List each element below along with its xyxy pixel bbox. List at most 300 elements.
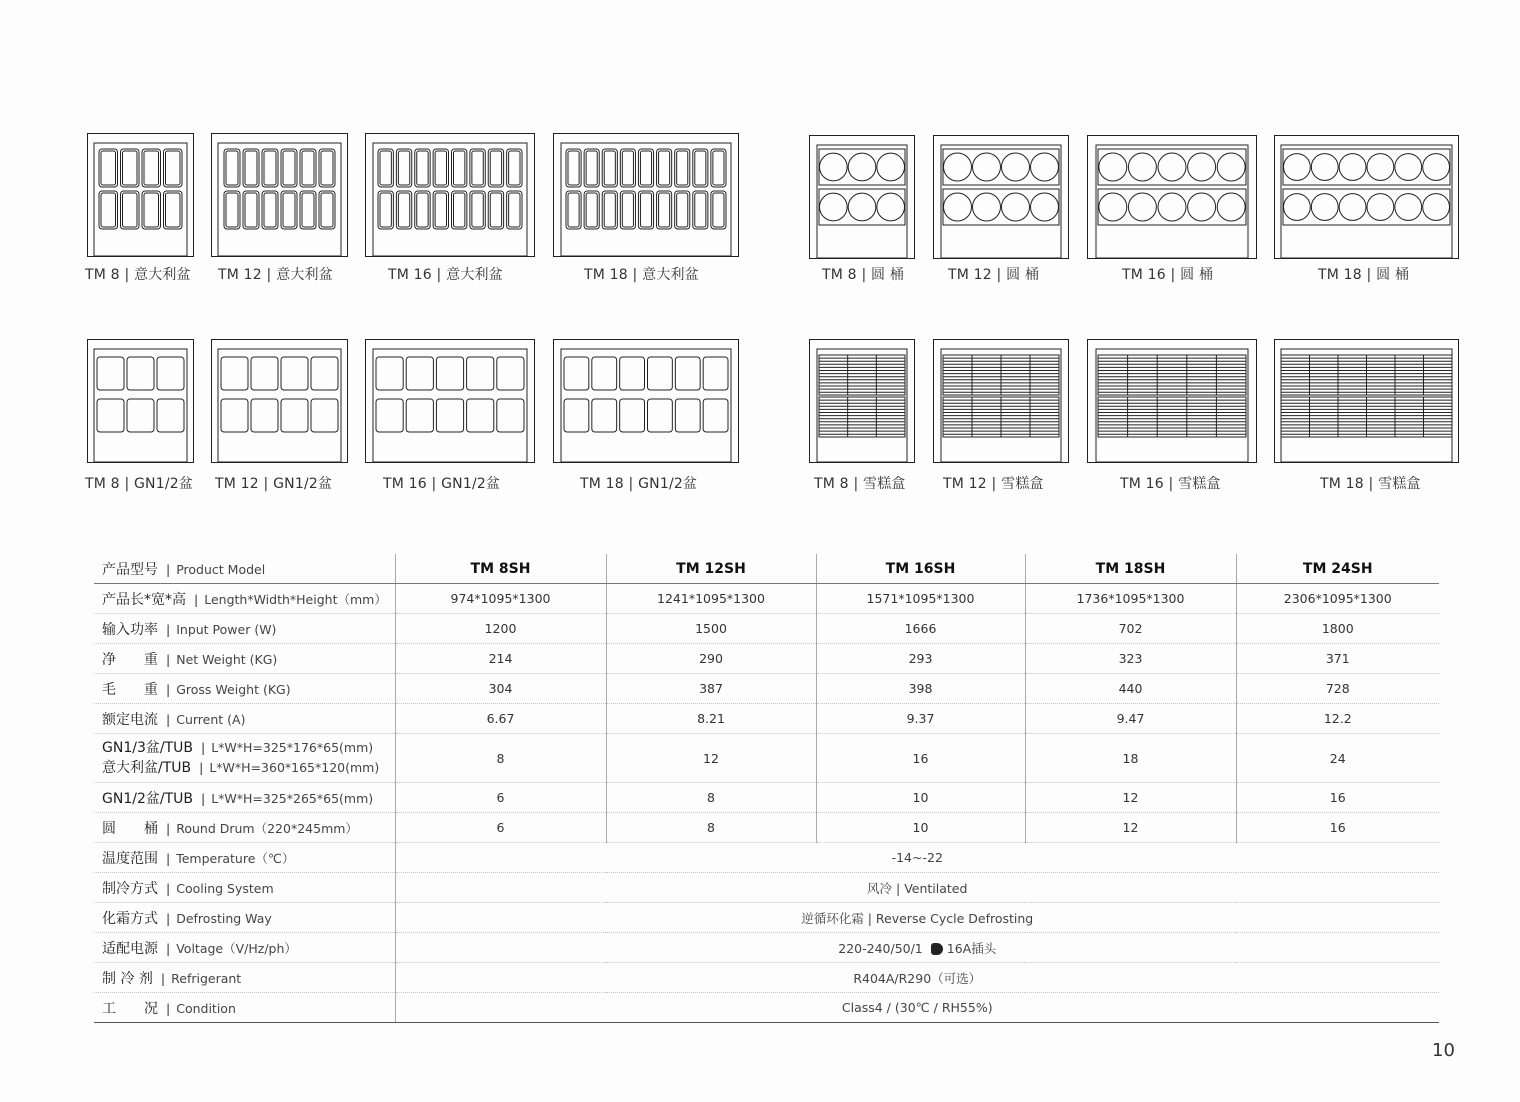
model-name: TM 12SH <box>606 554 816 584</box>
gn-pan-outline <box>127 357 154 390</box>
table-cell: 风冷 | Ventilated <box>395 873 1439 903</box>
table-row <box>94 614 1439 644</box>
pan-inner <box>490 193 501 227</box>
table-cell: 8.21 <box>606 704 816 734</box>
diagram-drawing <box>933 339 1069 463</box>
gn-pan-outline <box>497 399 524 432</box>
pan-inner <box>586 151 597 185</box>
drum-circle <box>1031 193 1059 221</box>
drum-circle <box>1188 193 1216 221</box>
label-cn: 意大利盆/TUB <box>102 760 192 776</box>
gn-pan-outline <box>436 399 463 432</box>
pan-inner <box>677 193 688 227</box>
table-cell: 8 <box>395 734 606 783</box>
pan-inner <box>101 151 116 185</box>
pan-inner <box>264 193 276 227</box>
label-cn: 额定电流 <box>102 711 158 728</box>
drum-circle <box>1395 154 1422 181</box>
pan-inner <box>509 193 520 227</box>
table-cell: 214 <box>395 644 606 674</box>
gn-pan-outline <box>497 357 524 390</box>
caption-tm18-drum: TM 18 | 圆 桶 <box>1318 267 1410 283</box>
pan-inner <box>472 151 483 185</box>
gn-pan-outline <box>221 357 248 390</box>
label-separator: | <box>166 910 171 926</box>
label-en: Net Weight (KG) <box>176 651 278 667</box>
drum-circle <box>1311 154 1338 181</box>
pan-inner <box>283 193 295 227</box>
drum-frame <box>1098 189 1246 225</box>
drum-circle <box>1395 194 1422 221</box>
pan-outline <box>142 149 161 187</box>
table-cell: 974*1095*1300 <box>395 584 606 614</box>
page-number: 10 <box>1432 1040 1455 1061</box>
caption-tm8-italian: TM 8 | 意大利盆 <box>85 267 191 283</box>
pan-inner <box>454 151 465 185</box>
model-name: TM 8SH <box>395 554 606 584</box>
gn-pan-outline <box>157 399 184 432</box>
table-cell: 1200 <box>395 614 606 644</box>
pan-outline <box>164 191 183 229</box>
table-cell: 1666 <box>816 614 1025 644</box>
table-cell <box>395 933 1439 963</box>
diagram-tm16-gn12 <box>365 339 535 463</box>
diagram-drawing <box>809 135 915 259</box>
table-row <box>94 584 1439 614</box>
table-cell: 293 <box>816 644 1025 674</box>
pan-inner <box>454 193 465 227</box>
label-separator: | <box>166 681 171 697</box>
label-cn: 产品型号 <box>102 561 158 578</box>
caption-tm8-gn12: TM 8 | GN1/2盆 <box>85 476 194 492</box>
gn-pan-outline <box>251 357 278 390</box>
diagram-drawing <box>553 133 739 257</box>
diagram-drawing <box>87 339 194 463</box>
pan-inner <box>435 193 446 227</box>
table-cell: R404A/R290（可选） <box>395 963 1439 993</box>
caption-tm18-icecream: TM 18 | 雪糕盒 <box>1320 476 1421 492</box>
table-cell: 10 <box>816 813 1025 843</box>
caption-tm12-gn12: TM 12 | GN1/2盆 <box>215 476 333 492</box>
diagram-drawing <box>809 339 915 463</box>
label-separator: | <box>166 880 171 896</box>
pan-inner <box>640 151 651 185</box>
gn-pan-outline <box>157 357 184 390</box>
drum-circle <box>944 193 972 221</box>
label-en: Length*Width*Height（mm） <box>204 591 387 607</box>
gn-pan-outline <box>97 357 124 390</box>
caption-tm12-icecream: TM 12 | 雪糕盒 <box>943 476 1044 492</box>
row-label <box>94 644 395 674</box>
gn-pan-outline <box>97 399 124 432</box>
pan-inner <box>568 193 579 227</box>
drum-circle <box>1367 154 1394 181</box>
label-separator: | <box>166 651 171 667</box>
table-cell: 24 <box>1236 734 1439 783</box>
gn-pan-outline <box>675 399 700 432</box>
drum-circle <box>1158 193 1186 221</box>
label-separator: | <box>160 970 166 986</box>
caption-tm16-gn12: TM 16 | GN1/2盆 <box>383 476 501 492</box>
pan-inner <box>321 193 333 227</box>
pan-inner <box>245 193 257 227</box>
pan-inner <box>101 193 116 227</box>
table-cell: 1241*1095*1300 <box>606 584 816 614</box>
pan-inner <box>144 193 159 227</box>
label-cn: 制冷方式 <box>102 880 158 897</box>
label-cn: 化霜方式 <box>102 910 158 927</box>
drum-circle <box>1339 154 1366 181</box>
plug-icon <box>931 943 943 955</box>
plug-label: 16A插头 <box>946 940 997 956</box>
label-separator: | <box>166 711 171 727</box>
pan-outline <box>164 149 183 187</box>
pan-inner <box>398 151 409 185</box>
diagram-drawing <box>211 339 348 463</box>
table-cell: -14~-22 <box>395 843 1439 873</box>
drum-circle <box>1158 153 1186 181</box>
drum-circle <box>1002 193 1030 221</box>
diagram-tm18-italian <box>553 133 739 257</box>
gn-pan-outline <box>675 357 700 390</box>
row-label <box>94 843 395 873</box>
label-separator: | <box>166 1000 171 1016</box>
pan-outline <box>99 149 118 187</box>
row-label <box>94 813 395 843</box>
pan-outline <box>121 191 140 229</box>
table-cell: 9.37 <box>816 704 1025 734</box>
drum-circle <box>1031 153 1059 181</box>
pan-inner <box>659 193 670 227</box>
model-name: TM 24SH <box>1236 554 1439 584</box>
label-en: Temperature（℃） <box>176 850 295 866</box>
row-label <box>94 584 395 614</box>
table-cell: 16 <box>1236 813 1439 843</box>
gn-pan-outline <box>592 357 617 390</box>
gn-pan-outline <box>376 399 403 432</box>
voltage-value: 220-240/50/1 <box>838 940 923 956</box>
pan-outline <box>99 191 118 229</box>
table-row <box>94 903 1439 933</box>
table-cell: 1500 <box>606 614 816 644</box>
pan-inner <box>509 151 520 185</box>
table-cell: 323 <box>1025 644 1236 674</box>
caption-tm16-drum: TM 16 | 圆 桶 <box>1122 267 1214 283</box>
pan-inner <box>622 151 633 185</box>
label-cn: 产品长*宽*高 <box>102 591 186 608</box>
label-cn: 制 冷 剂 <box>102 970 153 987</box>
pan-inner <box>321 151 333 185</box>
diagram-tm8-gn12 <box>87 339 194 463</box>
drum-circle <box>848 193 876 221</box>
pan-inner <box>226 193 238 227</box>
diagram-tm12-gn12 <box>211 339 348 463</box>
row-label <box>94 873 395 903</box>
pan-inner <box>622 193 633 227</box>
gn-pan-outline <box>467 399 494 432</box>
drum-circle <box>877 193 905 221</box>
diagram-drawing <box>1087 135 1257 259</box>
drum-circle <box>1217 153 1245 181</box>
table-cell: 1736*1095*1300 <box>1025 584 1236 614</box>
label-cn: 工 况 <box>102 1000 158 1017</box>
pan-inner <box>302 151 314 185</box>
drum-circle <box>1099 153 1127 181</box>
table-cell: 2306*1095*1300 <box>1236 584 1439 614</box>
label-cn: 适配电源 <box>102 940 158 957</box>
diagram-drawing <box>933 135 1069 259</box>
caption-tm18-gn12: TM 18 | GN1/2盆 <box>580 476 698 492</box>
table-cell: 1571*1095*1300 <box>816 584 1025 614</box>
diagram-drawing <box>365 339 535 463</box>
label-cn: 输入功率 <box>102 621 158 638</box>
pan-inner <box>380 151 391 185</box>
diagram-tm18-gn12 <box>553 339 739 463</box>
label-en: Gross Weight (KG) <box>176 681 291 697</box>
table-cell: 12 <box>1025 783 1236 813</box>
table-row <box>94 734 1439 783</box>
pan-inner <box>604 193 615 227</box>
label-separator: | <box>166 850 171 866</box>
table-row <box>94 644 1439 674</box>
table-cell: 290 <box>606 644 816 674</box>
table-row <box>94 873 1439 903</box>
label-en: Voltage（V/Hz/ph） <box>176 940 297 956</box>
row-label <box>94 614 395 644</box>
label-cn: 毛 重 <box>102 681 158 698</box>
pan-inner <box>417 193 428 227</box>
pan-inner <box>380 193 391 227</box>
table-cell: 6 <box>395 813 606 843</box>
label-en: Defrosting Way <box>176 910 272 926</box>
label-cn: 净 重 <box>102 651 158 668</box>
drum-circle <box>1128 193 1156 221</box>
drum-circle <box>944 153 972 181</box>
label-en: L*W*H=325*265*65(mm) <box>211 790 374 806</box>
pan-inner <box>640 193 651 227</box>
pan-outline <box>142 191 161 229</box>
pan-inner <box>604 151 615 185</box>
row-label <box>94 783 395 813</box>
drum-circle <box>973 153 1001 181</box>
table-row <box>94 704 1439 734</box>
label-en: L*W*H=325*176*65(mm) <box>211 740 374 755</box>
drum-frame <box>1098 149 1246 185</box>
row-label <box>94 903 395 933</box>
drum-frame <box>819 149 905 185</box>
gn-pan-outline <box>406 399 433 432</box>
table-row <box>94 963 1439 993</box>
drum-circle <box>1099 193 1127 221</box>
gn-pan-outline <box>564 357 589 390</box>
pan-inner <box>123 151 138 185</box>
label-separator: | <box>200 740 206 755</box>
diagram-drawing <box>1274 135 1459 259</box>
diagram-tm8-italian <box>87 133 194 257</box>
drum-circle <box>820 193 848 221</box>
pan-inner <box>283 151 295 185</box>
label-en: Refrigerant <box>171 970 242 986</box>
gn-pan-outline <box>467 357 494 390</box>
table-cell: 18 <box>1025 734 1236 783</box>
gn-pan-outline <box>703 399 728 432</box>
table-cell: 12.2 <box>1236 704 1439 734</box>
table-cell: 9.47 <box>1025 704 1236 734</box>
table-cell: 6 <box>395 783 606 813</box>
pan-outline <box>121 149 140 187</box>
gn-pan-outline <box>281 399 308 432</box>
caption-tm8-drum: TM 8 | 圆 桶 <box>822 267 905 283</box>
diagram-tm12-drum <box>933 135 1069 259</box>
pan-inner <box>472 193 483 227</box>
table-cell: 6.67 <box>395 704 606 734</box>
diagram-tm8-icecream <box>809 339 915 463</box>
pan-inner <box>398 193 409 227</box>
drum-circle <box>1128 153 1156 181</box>
pan-inner <box>417 151 428 185</box>
pan-inner <box>695 193 706 227</box>
diagram-tm12-icecream <box>933 339 1069 463</box>
gn-pan-outline <box>592 399 617 432</box>
table-cell: 8 <box>606 783 816 813</box>
diagram-drawing <box>553 339 739 463</box>
diagram-tm12-italian <box>211 133 348 257</box>
table-cell: 12 <box>606 734 816 783</box>
gn-pan-outline <box>648 357 673 390</box>
drum-circle <box>877 153 905 181</box>
gn-pan-outline <box>311 357 338 390</box>
label-cn: 圆 桶 <box>102 820 158 837</box>
pan-inner <box>568 151 579 185</box>
drum-circle <box>1311 194 1338 221</box>
table-row <box>94 783 1439 813</box>
model-name: TM 18SH <box>1025 554 1236 584</box>
label-separator: | <box>166 621 171 637</box>
diagram-tm18-drum <box>1274 135 1459 259</box>
row-label <box>94 734 395 783</box>
table-cell: 8 <box>606 813 816 843</box>
drum-circle <box>1423 194 1450 221</box>
gn-pan-outline <box>281 357 308 390</box>
table-cell: 304 <box>395 674 606 704</box>
pan-inner <box>713 193 724 227</box>
drum-circle <box>973 193 1001 221</box>
pan-inner <box>166 151 181 185</box>
label-separator: | <box>194 591 199 607</box>
drum-circle <box>848 153 876 181</box>
table-cell: 16 <box>1236 783 1439 813</box>
table-row <box>94 993 1439 1023</box>
pan-inner <box>302 193 314 227</box>
drum-frame <box>819 189 905 225</box>
table-cell: 728 <box>1236 674 1439 704</box>
gn-pan-outline <box>620 357 645 390</box>
table-row <box>94 843 1439 873</box>
table-cell: 387 <box>606 674 816 704</box>
table-row <box>94 933 1439 963</box>
label-cn: GN1/3盆/TUB <box>102 740 193 756</box>
drum-circle <box>820 153 848 181</box>
diagram-drawing <box>87 133 194 257</box>
label-en: Condition <box>176 1000 236 1016</box>
label-cn: 温度范围 <box>102 850 158 867</box>
caption-tm16-icecream: TM 16 | 雪糕盒 <box>1120 476 1221 492</box>
drum-circle <box>1339 194 1366 221</box>
label-en: Input Power (W) <box>176 621 277 637</box>
gn-pan-outline <box>564 399 589 432</box>
diagram-tm18-icecream <box>1274 339 1459 463</box>
drum-circle <box>1423 154 1450 181</box>
pan-inner <box>245 151 257 185</box>
label-en: Round Drum（220*245mm） <box>176 820 358 836</box>
gn-pan-outline <box>376 357 403 390</box>
gn-pan-outline <box>127 399 154 432</box>
row-label <box>94 674 395 704</box>
gn-pan-outline <box>648 399 673 432</box>
row-label <box>94 704 395 734</box>
label-en: Current (A) <box>176 711 246 727</box>
table-header-row <box>94 554 1439 584</box>
table-cell: 1800 <box>1236 614 1439 644</box>
table-cell: 702 <box>1025 614 1236 644</box>
table-cell: 16 <box>816 734 1025 783</box>
gn-pan-outline <box>703 357 728 390</box>
pan-inner <box>226 151 238 185</box>
pan-inner <box>586 193 597 227</box>
label-separator: | <box>200 790 206 806</box>
diagram-tm8-drum <box>809 135 915 259</box>
drum-circle <box>1284 194 1311 221</box>
pan-inner <box>144 151 159 185</box>
gn-pan-outline <box>251 399 278 432</box>
pan-inner <box>435 151 446 185</box>
table-cell: 逆循环化霜 | Reverse Cycle Defrosting <box>395 903 1439 933</box>
pan-inner <box>264 151 276 185</box>
label-en: Cooling System <box>176 880 274 896</box>
table-cell: 12 <box>1025 813 1236 843</box>
pan-inner <box>713 151 724 185</box>
table-cell: 398 <box>816 674 1025 704</box>
caption-tm18-italian: TM 18 | 意大利盆 <box>584 267 699 283</box>
diagram-tm16-italian <box>365 133 535 257</box>
row-label <box>94 554 395 584</box>
drum-circle <box>1284 154 1311 181</box>
gn-pan-outline <box>620 399 645 432</box>
diagram-drawing <box>1274 339 1459 463</box>
pan-inner <box>677 151 688 185</box>
label-cn: GN1/2盆/TUB <box>102 790 193 807</box>
diagram-drawing <box>1087 339 1257 463</box>
label-en: Product Model <box>176 561 266 577</box>
pan-inner <box>123 193 138 227</box>
caption-tm8-icecream: TM 8 | 雪糕盒 <box>814 476 906 492</box>
table-cell: 371 <box>1236 644 1439 674</box>
label-separator: | <box>166 561 171 577</box>
label-separator: | <box>166 820 171 836</box>
label-en: L*W*H=360*165*120(mm) <box>209 760 380 775</box>
drum-circle <box>1217 193 1245 221</box>
caption-tm12-italian: TM 12 | 意大利盆 <box>218 267 333 283</box>
pan-inner <box>695 151 706 185</box>
drum-circle <box>1002 153 1030 181</box>
gn-pan-outline <box>436 357 463 390</box>
label-separator: | <box>199 760 204 775</box>
label-separator: | <box>166 940 171 956</box>
pan-inner <box>490 151 501 185</box>
gn-pan-outline <box>221 399 248 432</box>
gn-pan-outline <box>406 357 433 390</box>
table-cell: 440 <box>1025 674 1236 704</box>
